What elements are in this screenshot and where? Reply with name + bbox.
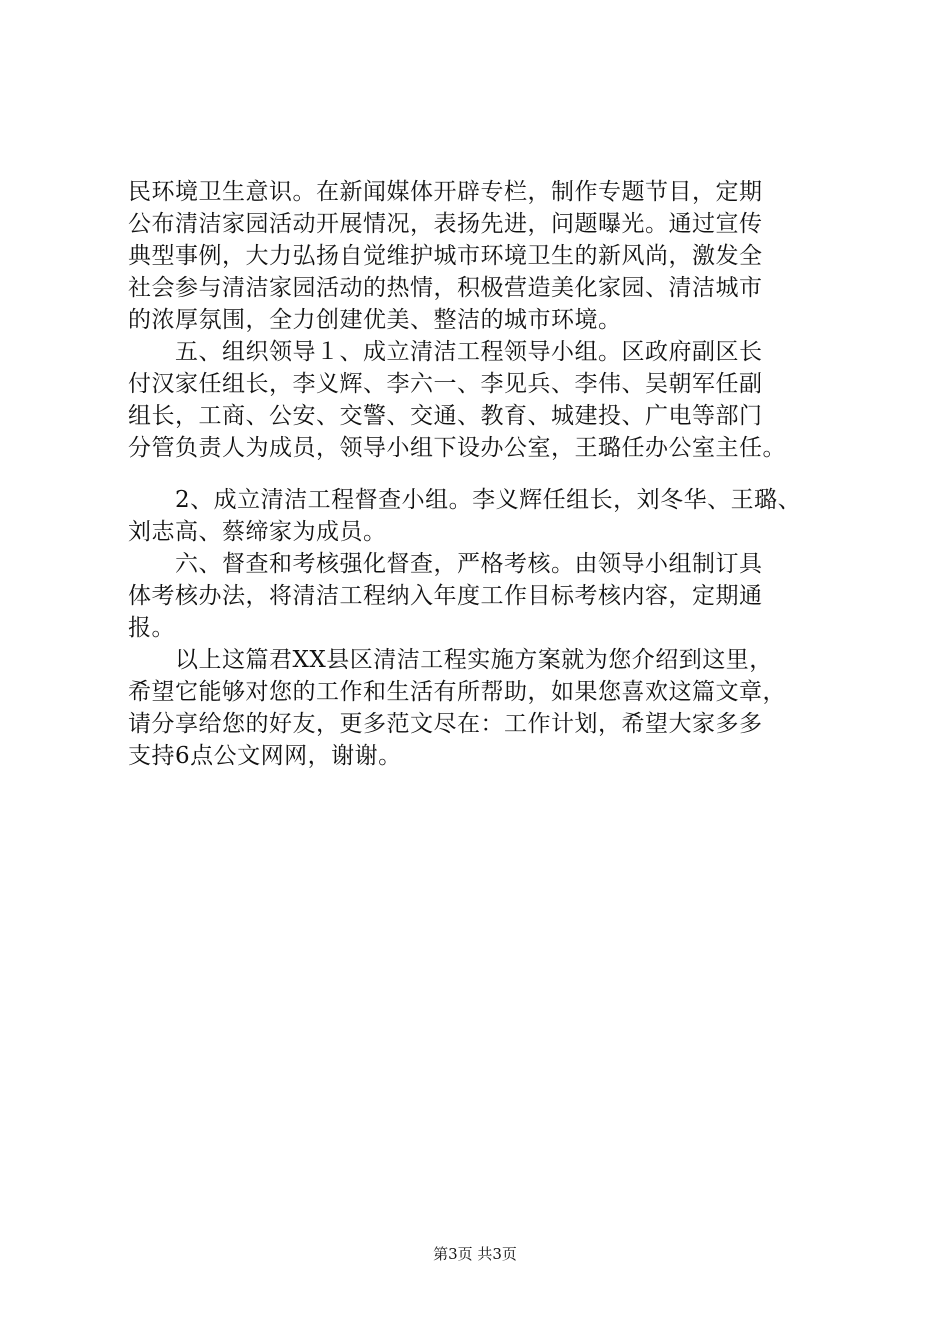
- paragraph-organization-leadership: [128, 336, 828, 464]
- text-line: 五、组织领导１、成立清洁工程领导小组。区政府副区长: [128, 339, 763, 365]
- text-line: 体考核办法，将清洁工程纳入年度工作目标考核内容，定期通: [128, 583, 763, 609]
- paragraph-publicity: [128, 176, 828, 336]
- paragraph-closing: [128, 644, 828, 772]
- text-line: 六、督查和考核强化督查，严格考核。由领导小组制订具: [128, 551, 763, 577]
- text-line: 2、成立清洁工程督查小组。李义辉任组长，刘冬华、王璐、: [128, 487, 802, 513]
- text-line: 分管负责人为成员，领导小组下设办公室，王璐任办公室主任。: [128, 435, 786, 461]
- text-line: 刘志高、蔡缔家为成员。: [128, 519, 387, 545]
- text-line: 以上这篇君XX县区清洁工程实施方案就为您介绍到这里，: [128, 647, 773, 673]
- text-line: 希望它能够对您的工作和生活有所帮助，如果您喜欢这篇文章，: [128, 679, 786, 705]
- text-line: 付汉家任组长，李义辉、李六一、李见兵、李伟、吴朝军任副: [128, 371, 763, 397]
- text-line: 支持6点公文网网，谢谢。: [128, 743, 402, 769]
- text-line: 典型事例，大力弘扬自觉维护城市环境卫生的新风尚，激发全: [128, 243, 763, 269]
- text-line: 组长，工商、公安、交警、交通、教育、城建投、广电等部门: [128, 403, 763, 429]
- text-line: 的浓厚氛围，全力创建优美、整洁的城市环境。: [128, 307, 622, 333]
- page-number-footer: 第3页 共3页: [433, 1245, 517, 1263]
- text-line: 请分享给您的好友，更多范文尽在：工作计划，希望大家多多: [128, 711, 763, 737]
- paragraph-inspection-group: [128, 484, 828, 548]
- text-line: 民环境卫生意识。在新闻媒体开辟专栏，制作专题节目，定期: [128, 179, 763, 205]
- text-line: 社会参与清洁家园活动的热情，积极营造美化家园、清洁城市: [128, 275, 763, 301]
- text-line: 公布清洁家园活动开展情况，表扬先进，问题曝光。通过宣传: [128, 211, 763, 237]
- paragraph-supervision-assessment: [128, 548, 828, 644]
- text-line: 报。: [128, 615, 175, 641]
